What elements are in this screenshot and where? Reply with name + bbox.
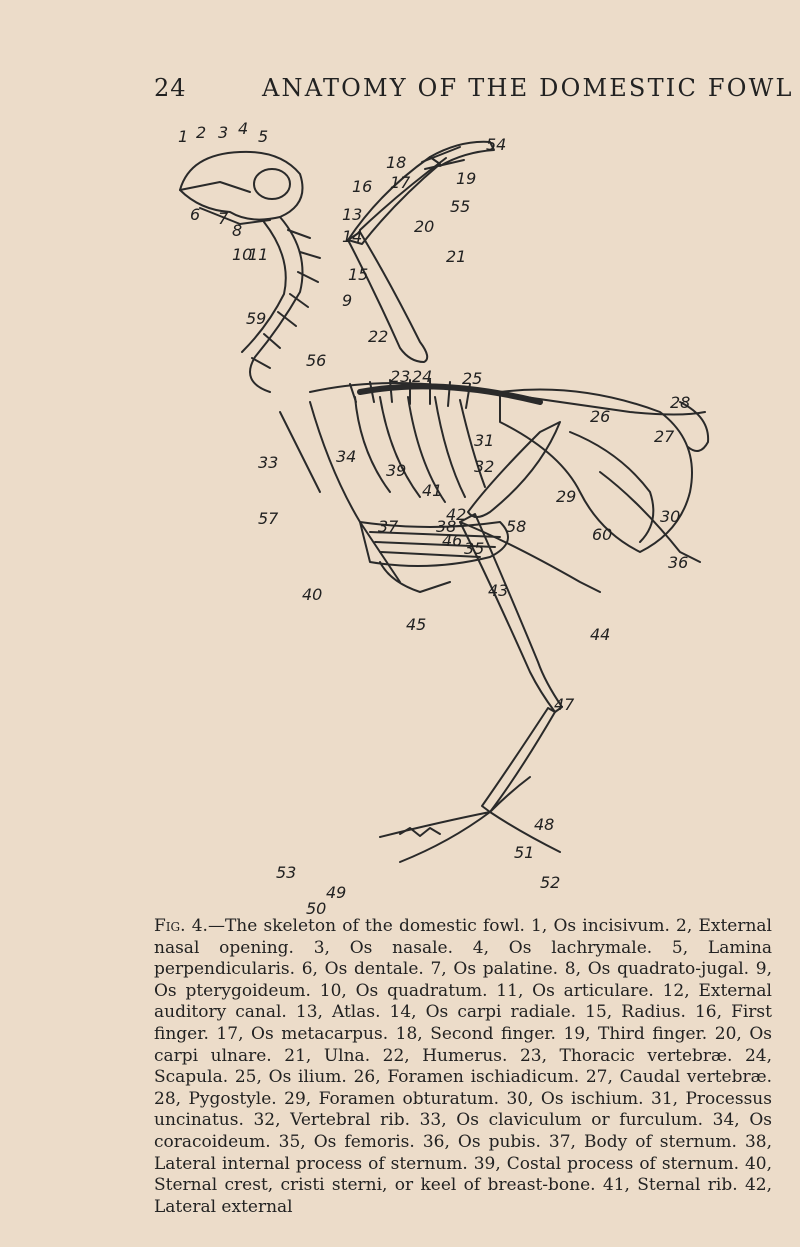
figure-label-6: 6	[190, 205, 201, 224]
figure-label-49: 49	[326, 883, 347, 902]
running-head	[0, 74, 800, 114]
figure-label-30: 30	[660, 507, 681, 526]
caption-text: —The skeleton of the domestic fowl. 1, Os incisivum. 2, External nasal opening. 3, Os nasale. 4, Os lachrymale. 5, Lamina perpendicularis. 6, Os dentale. 7, Os palatine. 8, Os quadrato-jugal. 9, Os pterygoideum. 10, Os quadratum. 11, Os articulare. 12, External auditory canal. 13, Atlas. 14, Os carpi radiale. 15, Radius. 16, First finger. 17, Os metacarpus. 18, Second finger. 19, Third finger. 20, Os carpi ulnare. 21, Ulna. 22, Humerus. 23, Thoracic vertebræ. 24, Scapula. 25, Os ilium. 26, Foramen ischiadicum. 27, Caudal vertebræ. 28, Pygostyle. 29, Foramen obturatum. 30, Os ischium. 31, Processus uncinatus. 32, Vertebral rib. 33, Os claviculum or furculum. 34, Os coracoideum. 35, Os femoris. 36, Os pubis. 37, Body of sternum. 38, Lateral internal process of sternum. 39, Costal process of sternum. 40, Sternal crest, cristi sterni, or keel of breast-bone. 41, Sternal rib. 42, Lateral external	[154, 916, 772, 1217]
figure-label-54: 54	[486, 135, 507, 154]
figure-label-18: 18	[386, 153, 407, 172]
figure-label-47: 47	[554, 695, 575, 714]
figure-label-50: 50	[306, 899, 327, 918]
figure-label-29: 29	[556, 487, 577, 506]
figure-label-4: 4	[238, 119, 249, 138]
page-number: 24	[154, 74, 187, 102]
figure-label-32: 32	[474, 457, 495, 476]
figure-label-48: 48	[534, 815, 555, 834]
figure-label-40: 40	[302, 585, 323, 604]
figure-label-13: 13	[342, 205, 363, 224]
figure-label-5: 5	[258, 127, 269, 146]
header-title: ANATOMY OF THE DOMESTIC FOWL	[262, 74, 794, 102]
figure-label-15: 15	[348, 265, 369, 284]
figure-label-59: 59	[246, 309, 267, 328]
figure-label-28: 28	[670, 393, 691, 412]
figure-label-2: 2	[196, 123, 207, 142]
figure-label-56: 56	[306, 351, 327, 370]
figure-label-33: 33	[258, 453, 279, 472]
figure-label-35: 35	[464, 539, 485, 558]
figure-label-37: 37	[378, 517, 399, 536]
figure-label-34: 34	[336, 447, 357, 466]
figure-label-43: 43	[488, 581, 509, 600]
figure-label-55: 55	[450, 197, 471, 216]
figure-label-53: 53	[276, 863, 297, 882]
figure-label-44: 44	[590, 625, 611, 644]
figure-label-14: 14	[342, 227, 363, 246]
figure-caption	[154, 916, 772, 1218]
figure-label-11: 11	[248, 245, 269, 264]
figure-label-42: 42	[446, 505, 467, 524]
figure-reference-labels	[178, 119, 690, 918]
caption-lead: Fig. 4.	[154, 916, 208, 936]
figure-label-8: 8	[232, 221, 243, 240]
ribs	[355, 397, 485, 502]
skeleton-figure	[160, 112, 720, 922]
figure-label-9: 9	[342, 291, 353, 310]
figure-label-1: 1	[178, 127, 189, 146]
figure-label-38: 38	[436, 517, 457, 536]
figure-label-58: 58	[506, 517, 527, 536]
neck	[250, 217, 303, 392]
figure-label-36: 36	[668, 553, 689, 572]
figure-label-26: 26	[590, 407, 611, 426]
tarsometatarsus	[482, 708, 555, 812]
figure-label-41: 41	[422, 481, 443, 500]
figure-label-23: 23	[390, 367, 411, 386]
figure-label-39: 39	[386, 461, 407, 480]
figure-label-60: 60	[592, 525, 613, 544]
figure-label-24: 24	[412, 367, 433, 386]
figure-label-51: 51	[514, 843, 535, 862]
figure-label-19: 19	[456, 169, 477, 188]
figure-label-57: 57	[258, 509, 279, 528]
figure-label-16: 16	[352, 177, 373, 196]
figure-label-46: 46	[442, 531, 463, 550]
figure-label-22: 22	[368, 327, 389, 346]
figure-label-20: 20	[414, 217, 435, 236]
figure-label-21: 21	[446, 247, 467, 266]
figure-label-7: 7	[218, 209, 229, 228]
figure-label-31: 31	[474, 431, 495, 450]
figure-label-10: 10	[232, 245, 253, 264]
fowl-skeleton-illustration	[160, 112, 720, 922]
figure-label-27: 27	[654, 427, 675, 446]
figure-label-25: 25	[462, 369, 483, 388]
figure-label-17: 17	[390, 173, 411, 192]
figure-label-45: 45	[406, 615, 427, 634]
figure-label-52: 52	[540, 873, 561, 892]
figure-label-3: 3	[218, 123, 229, 142]
